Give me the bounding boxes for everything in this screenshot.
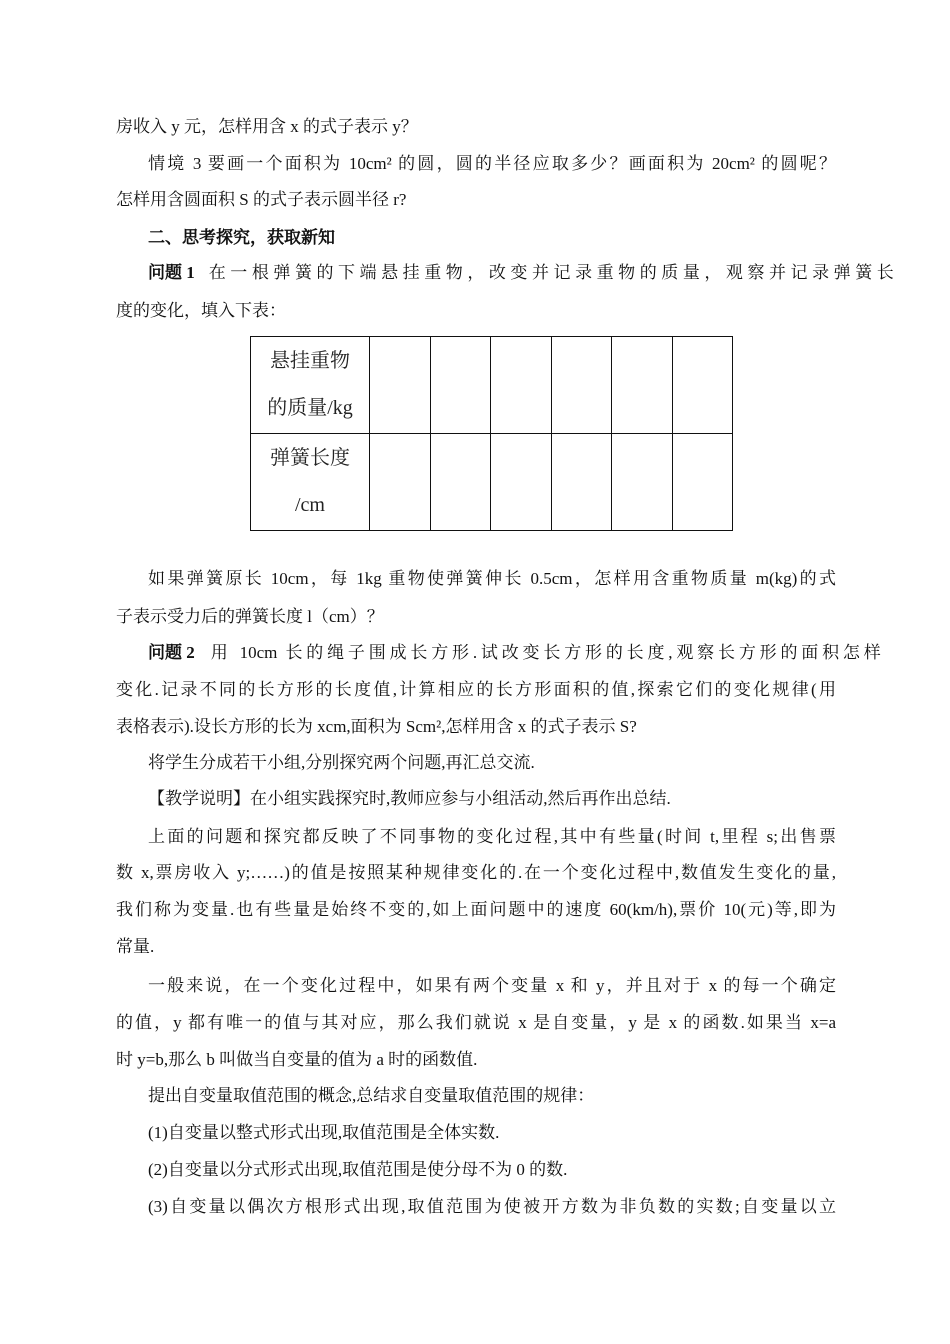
text-line: 一般来说，在一个变化过程中，如果有两个变量 x 和 y，并且对于 x 的每一个确定: [148, 976, 836, 995]
table-cell[interactable]: [370, 434, 431, 531]
text-line: 数 x,票房收入 y;……)的值是按照某种规律变化的.在一个变化过程中,数值发生变化的量,: [116, 863, 836, 882]
problem-label: 问题 2: [148, 643, 195, 662]
table-row: [251, 434, 733, 531]
section-heading: [148, 226, 836, 250]
table-cell[interactable]: [370, 337, 431, 434]
table-cell[interactable]: [551, 434, 612, 531]
table-cell[interactable]: [491, 434, 552, 531]
text-line: 【教学说明】在小组实践探究时,教师应参与小组活动,然后再作出总结.: [148, 789, 671, 808]
text-line: [148, 261, 894, 285]
text-span: 用 10cm 长的绳子围成长方形.试改变长方形的长度,观察长方形的面积怎样: [210, 643, 881, 662]
text-line: 变化.记录不同的长方形的长度值,计算相应的长方形面积的值,探索它们的变化规律(用: [116, 680, 836, 699]
row-header: 弹簧长度 /cm: [251, 434, 370, 531]
list-item: (3)自变量以偶次方根形式出现,取值范围为使被开方数为非负数的实数;自变量以立: [148, 1197, 836, 1216]
text-span: 在一根弹簧的下端悬挂重物，改变并记录重物的质量，观察并记录弹簧长: [208, 263, 894, 282]
text-line: 表格表示).设长方形的长为 xcm,面积为 Scm²,怎样用含 x 的式子表示 S?: [116, 717, 637, 736]
table-cell[interactable]: [430, 337, 491, 434]
text-line: 上面的问题和探究都反映了不同事物的变化过程,其中有些量(时间 t,里程 s;出售票: [148, 827, 836, 846]
table-cell[interactable]: [491, 337, 552, 434]
table-cell[interactable]: [672, 337, 733, 434]
text-line: 我们称为变量.也有些量是始终不变的,如上面问题中的速度 60(km/h),票价 10(元)等,即为: [116, 900, 836, 919]
text-line: 子表示受力后的弹簧长度 l（cm）？: [116, 607, 384, 626]
table-cell[interactable]: [430, 434, 491, 531]
text-line: 怎样用含圆面积 S 的式子表示圆半径 r?: [116, 190, 407, 209]
text-line: [148, 641, 881, 665]
list-item: (1)自变量以整式形式出现,取值范围是全体实数.: [148, 1123, 500, 1142]
spring-data-table: [250, 336, 733, 531]
text-line: 将学生分成若干小组,分别探究两个问题,再汇总交流.: [148, 753, 535, 772]
table-cell[interactable]: [612, 434, 673, 531]
table-cell[interactable]: [551, 337, 612, 434]
text-line: 时 y=b,那么 b 叫做当自变量的值为 a 时的函数值.: [116, 1050, 478, 1069]
text-line: 的值，y 都有唯一的值与其对应，那么我们就说 x 是自变量，y 是 x 的函数.如果当 x=a: [116, 1013, 836, 1032]
list-item: (2)自变量以分式形式出现,取值范围是使分母不为 0 的数.: [148, 1160, 568, 1179]
table-cell[interactable]: [612, 337, 673, 434]
text-line: 提出自变量取值范围的概念,总结求自变量取值范围的规律：: [148, 1086, 595, 1105]
table-cell[interactable]: [672, 434, 733, 531]
row-header: 悬挂重物 的质量/kg: [251, 337, 370, 434]
table-row: [251, 337, 733, 434]
text-line: 常量.: [116, 937, 155, 956]
problem-label: 问题 1: [148, 263, 195, 282]
text-line: 度的变化，填入下表：: [116, 301, 286, 320]
text-line: 情境 3 要画一个面积为 10cm² 的圆，圆的半径应取多少？画面积为 20cm² 的圆呢？: [148, 154, 836, 173]
heading-text: 二、思考探究，获取新知: [148, 228, 335, 247]
text-line: 如果弹簧原长 10cm，每 1kg 重物使弹簧伸长 0.5cm，怎样用含重物质量 m(kg)的式: [148, 569, 836, 588]
text-line: 房收入 y 元，怎样用含 x 的式子表示 y？: [116, 117, 418, 136]
